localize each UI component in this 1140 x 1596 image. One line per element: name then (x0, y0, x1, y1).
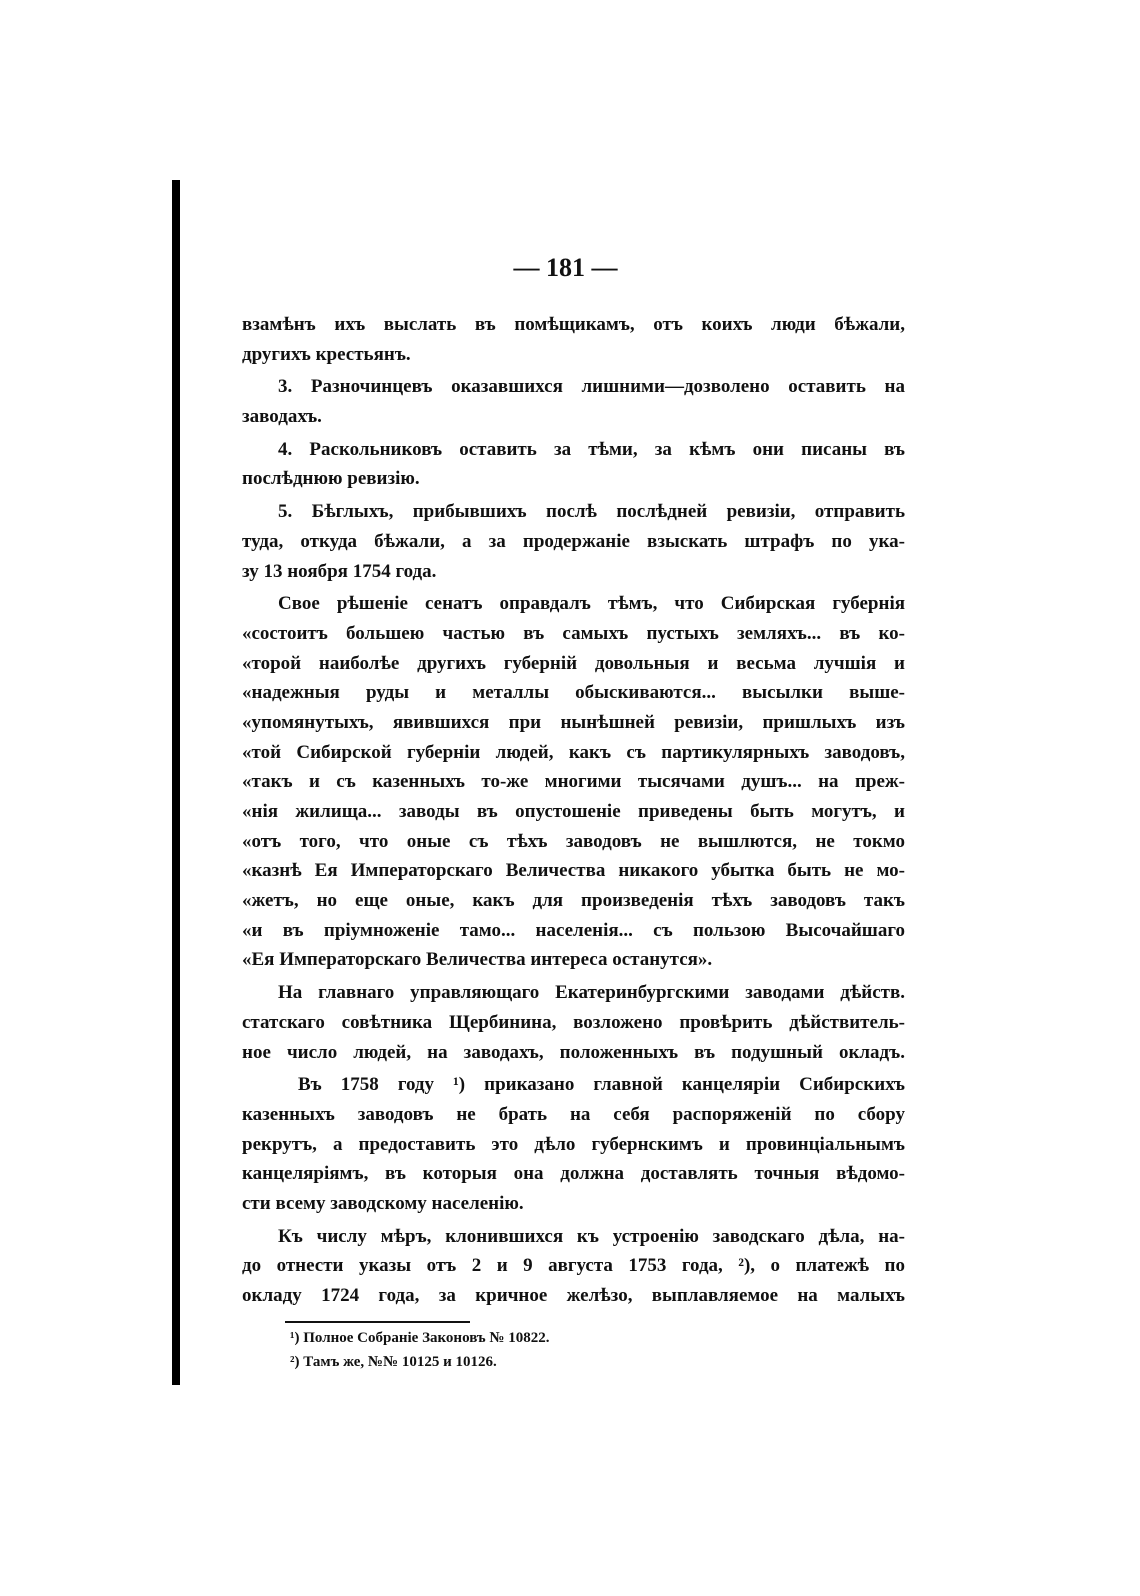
text-line: другихъ крестьянъ. (242, 343, 411, 365)
footnote-1: ¹) Полное Собраніе Законовъ № 10822. (290, 1330, 550, 1346)
text-line: 3. Разночинцевъ оказавшихся лишними—дозволено оставить на (278, 376, 905, 398)
text-line: туда, откуда бѣжали, а за продержаніе взыскать штрафъ по ука- (242, 530, 905, 552)
quote-line: «той Сибирской губерніи людей, какъ съ партикулярныхъ заводовъ, (242, 741, 905, 763)
text-line: послѣднюю ревизію. (242, 468, 420, 490)
paragraph-item-4 (242, 435, 905, 494)
quote-line: «надежныя руды и металлы обыскиваются... высылки выше- (242, 682, 905, 704)
text-line: до отнести указы отъ 2 и 9 августа 1753 года, ²), о платежѣ по (242, 1255, 905, 1277)
paragraph-senate-decision (242, 589, 905, 975)
paragraph-continuation (242, 310, 905, 369)
text-line: взамѣнъ ихъ выслать въ помѣщикамъ, отъ коихъ люди бѣжали, (242, 314, 905, 335)
quote-line: «Ея Императорскаго Величества интереса останутся». (242, 949, 713, 971)
page-number: — 181 — (513, 253, 618, 282)
body-text (242, 310, 905, 1311)
text-line: статскаго совѣтника Щербинина, возложено провѣрить дѣйствитель- (242, 1011, 905, 1033)
text-line: окладу 1724 года, за кричное желѣзо, выплавляемое на малыхъ (242, 1285, 905, 1306)
text-line: заводахъ. (242, 406, 322, 428)
quote-line: «торой наиболѣе другихъ губерній довольныя и весьма лучшія и (242, 652, 905, 674)
paragraph-measures (242, 1222, 905, 1311)
quote-line: «нія жилища... заводы въ опустошеніе приведены быть могутъ, и (242, 801, 905, 822)
text-line: Свое рѣшеніе сенатъ оправдалъ тѣмъ, что Сибирская губернія (278, 593, 905, 615)
text-line: рекрутъ, а предоставить это дѣло губернскимъ и провинціальнымъ (242, 1133, 905, 1155)
footnote-divider (285, 1321, 470, 1323)
paragraph-item-5 (242, 497, 905, 586)
quote-line: «упомянутыхъ, явившихся при нынѣшней ревизіи, пришлыхъ изъ (242, 711, 905, 733)
text-line: казенныхъ заводовъ не брать на себя распоряженій по сбору (242, 1103, 905, 1125)
text-line: 4. Раскольниковъ оставить за тѣми, за кѣмъ они писаны въ (278, 438, 905, 460)
paragraph-item-3 (242, 372, 905, 431)
text-line: Въ 1758 году ¹) приказано главной канцеляріи Сибирскихъ (298, 1074, 905, 1096)
scan-edge-bar (172, 180, 180, 1385)
quote-line: «состоитъ большею частью въ самыхъ пустыхъ земляхъ... въ ко- (242, 622, 905, 644)
paragraph-shcherbinin (242, 978, 905, 1067)
quote-line: «такъ и съ казенныхъ то-же многими тысячами душъ... на преж- (242, 771, 905, 793)
text-line: сти всему заводскому населенію. (242, 1192, 524, 1214)
quote-line: «казнѣ Ея Императорскаго Величества никакого убытка быть не мо- (242, 860, 905, 882)
text-line: ное число людей, на заводахъ, положенныхъ въ подушный окладъ. (242, 1041, 905, 1063)
text-line: зу 13 ноября 1754 года. (242, 560, 437, 582)
quote-line: «и въ пріумноженіе тамо... населенія... съ пользою Высочайшаго (242, 919, 905, 941)
footnotes (290, 1326, 890, 1374)
text-line: канцеляріямъ, въ которыя она должна доставлять точныя вѣдомо- (242, 1163, 905, 1185)
footnote-2: ²) Тамъ же, №№ 10125 и 10126. (290, 1354, 497, 1370)
text-line: 5. Бѣглыхъ, прибывшихъ послѣ послѣдней ревизіи, отправить (278, 501, 905, 523)
text-line: Къ числу мѣръ, клонившихся къ устроенію заводскаго дѣла, на- (278, 1225, 905, 1247)
quote-line: «жетъ, но еще оные, какъ для произведенія тѣхъ заводовъ такъ (242, 890, 905, 912)
text-line: На главнаго управляющаго Екатеринбургскими заводами дѣйств. (278, 982, 905, 1004)
paragraph-1758 (242, 1070, 905, 1218)
quote-line: «отъ того, что оные съ тѣхъ заводовъ не вышлются, не токмо (242, 830, 905, 852)
